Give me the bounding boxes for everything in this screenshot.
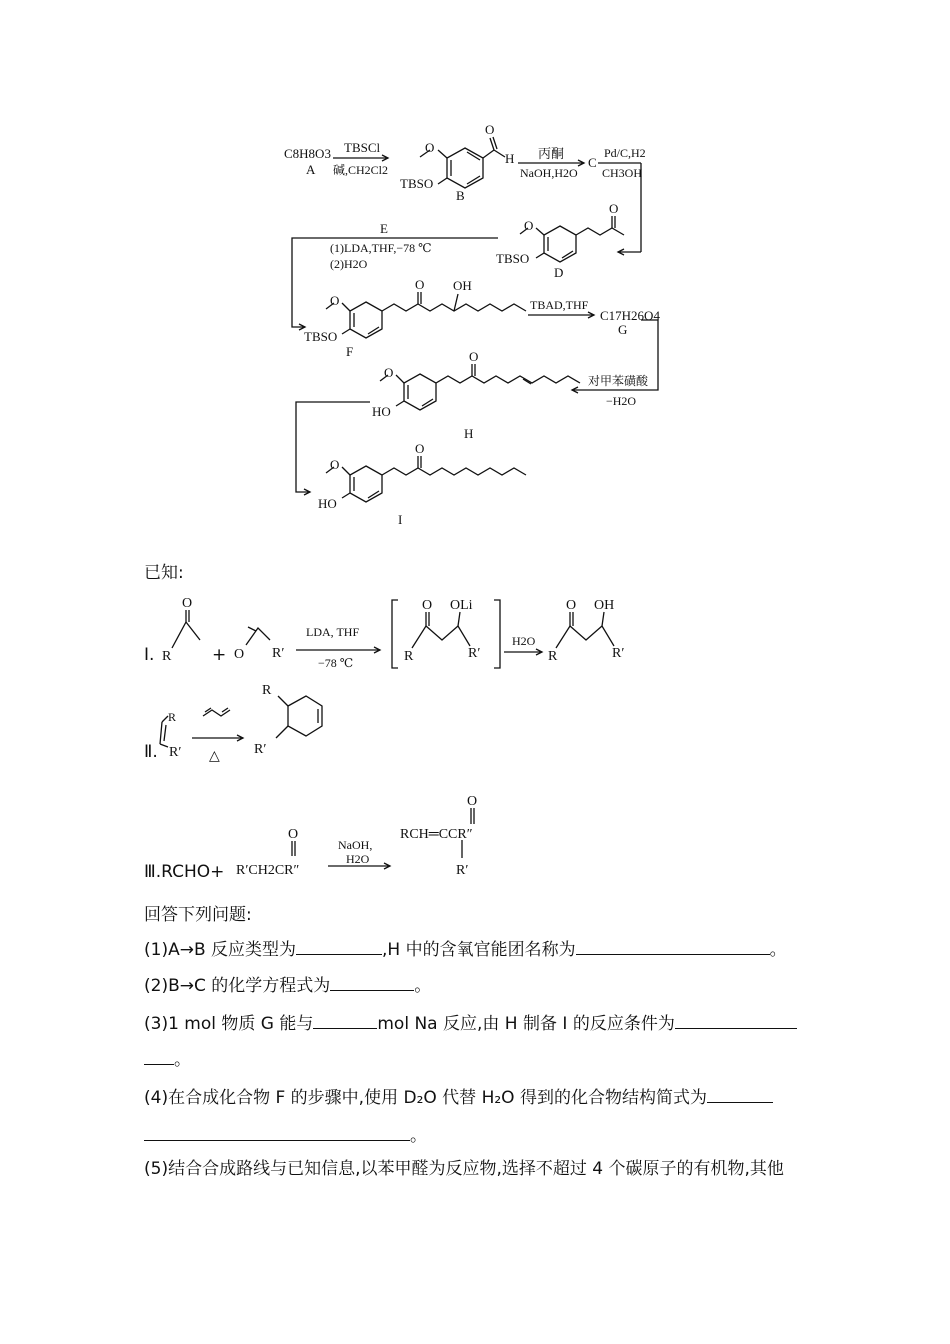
r1-water: H2O	[512, 634, 536, 648]
step4-line1: (1)LDA,THF,−78 ℃	[330, 241, 432, 255]
compound-a-formula: C8H8O3	[284, 146, 331, 161]
q4-text-a: (4)在合成化合物 F 的步骤中,使用 D₂O 代替 H₂O 得到的化合物结构简式为	[144, 1088, 707, 1108]
q3-text-c: 。	[174, 1050, 191, 1070]
r1-prod-o: O	[566, 598, 577, 613]
f-oh: OH	[453, 278, 472, 293]
r2-prod-r: R	[262, 683, 272, 698]
r3-prod-o: O	[467, 794, 478, 809]
r3-prod-rp: R′	[456, 863, 469, 878]
r1-label: Ⅰ.	[144, 645, 155, 665]
step5-reagent: TBAD,THF	[530, 298, 589, 312]
step1-condition: 碱,CH2Cl2	[333, 163, 389, 177]
h-ho: HO	[372, 404, 391, 419]
q2-text-b: 。	[414, 976, 432, 996]
question-3-cont	[144, 1048, 191, 1071]
compound-i-label: I	[398, 512, 403, 527]
compound-i-structure	[326, 456, 526, 502]
r2-condition: △	[209, 749, 220, 764]
b-tbso: TBSO	[400, 176, 434, 191]
d-tbso: TBSO	[496, 251, 530, 266]
q4-blank-1-cont[interactable]	[144, 1124, 410, 1141]
step4-line2: (2)H2O	[330, 257, 368, 271]
question-4-cont	[144, 1124, 427, 1147]
q4-text-b: 。	[410, 1126, 427, 1146]
r1-aldehyde-o: O	[234, 647, 245, 662]
r1-int-o: O	[422, 598, 433, 613]
compound-d-structure	[520, 216, 624, 262]
f-methoxy-o: O	[330, 293, 340, 308]
r3-label: Ⅲ.RCHO+	[144, 862, 225, 882]
compound-h-label: H	[464, 426, 474, 441]
q2-text-a: (2)B→C 的化学方程式为	[144, 976, 331, 996]
r2-prod-rp: R′	[254, 742, 267, 757]
q1-text-c: 。	[769, 940, 787, 960]
d-ketone-o: O	[609, 201, 619, 216]
b-aldehyde-o: O	[485, 122, 495, 137]
r1-int-r: R	[404, 649, 414, 664]
compound-a-label: A	[306, 162, 316, 177]
q3-text-a: (3)1 mol 物质 G 能与	[144, 1014, 314, 1034]
question-1	[144, 938, 787, 961]
compound-g-label: G	[618, 322, 628, 337]
question-3	[144, 1012, 797, 1035]
r1-prod-oh: OH	[594, 598, 615, 613]
r2-reactant-r: R	[168, 710, 177, 724]
known-heading: 已知:	[144, 563, 184, 583]
compound-b-label: B	[456, 188, 465, 203]
q3-blank-2-cont[interactable]	[144, 1048, 174, 1065]
question-5: (5)结合合成路线与已知信息,以苯甲醛为反应物,选择不超过 4 个碳原子的有机物,其他	[144, 1159, 784, 1179]
b-aldehyde-h: H	[505, 151, 515, 166]
step1-reagent: TBSCl	[344, 140, 381, 155]
i-ketone-o: O	[415, 441, 425, 456]
r1-prod-rp: R′	[612, 646, 625, 661]
r3-condition-bottom: H2O	[346, 852, 370, 866]
known-reaction-2	[160, 696, 322, 747]
r1-condition-bottom: −78 ℃	[318, 656, 354, 670]
r2-label: Ⅱ.	[144, 742, 158, 762]
step6-condition: −H2O	[606, 394, 637, 408]
r1-condition-top: LDA, THF	[306, 625, 360, 639]
r2-reactant-rp: R′	[169, 745, 182, 760]
q4-blank-1[interactable]	[707, 1086, 773, 1103]
r1-int-rp: R′	[468, 646, 481, 661]
r1-reactant-o: O	[182, 596, 193, 611]
compound-f-label: F	[346, 344, 354, 359]
compound-g-formula: C17H26O4	[600, 308, 660, 323]
q2-blank-1[interactable]	[330, 974, 414, 991]
q3-blank-1[interactable]	[313, 1012, 377, 1029]
r1-int-oli: OLi	[450, 598, 473, 613]
q1-text-a: (1)A→B 反应类型为	[144, 940, 297, 960]
compound-d-label: D	[554, 265, 564, 280]
h-methoxy-o: O	[384, 365, 394, 380]
question-2	[144, 974, 431, 997]
q1-text-b: ,H 中的含氧官能团名称为	[382, 940, 576, 960]
r1-aldehyde-rp: R′	[272, 646, 285, 661]
compound-e-label: E	[380, 221, 388, 236]
i-methoxy-o: O	[330, 457, 340, 472]
r3-condition-top: NaOH,	[338, 838, 373, 852]
r1-plus: +	[212, 645, 227, 665]
r3-product: RCH═CCR″	[400, 827, 473, 842]
step2-reagent: 丙酮	[538, 146, 565, 161]
r1-reactant-r: R	[162, 649, 172, 664]
step2-condition: NaOH,H2O	[520, 166, 578, 180]
q1-blank-1[interactable]	[296, 938, 382, 955]
d-methoxy-o: O	[524, 218, 534, 233]
compound-c-label: C	[588, 155, 597, 170]
q1-blank-2[interactable]	[576, 938, 770, 955]
question-4	[144, 1086, 773, 1109]
r3-reagent-o: O	[288, 827, 299, 842]
h-ketone-o: O	[469, 349, 479, 364]
step3-condition: CH3OH	[602, 166, 643, 180]
compound-h-structure	[380, 364, 580, 410]
f-ketone-o: O	[415, 277, 425, 292]
arrow-h-i	[296, 402, 370, 492]
questions-intro: 回答下列问题:	[144, 905, 252, 925]
i-ho: HO	[318, 496, 337, 511]
step6-reagent: 对甲苯磺酸	[588, 374, 649, 388]
f-tbso: TBSO	[304, 329, 338, 344]
b-methoxy-o: O	[425, 140, 435, 155]
step3-reagent: Pd/C,H2	[604, 146, 646, 160]
q3-blank-2[interactable]	[675, 1012, 797, 1029]
r1-prod-r: R	[548, 649, 558, 664]
q3-text-b: mol Na 反应,由 H 制备 I 的反应条件为	[377, 1014, 675, 1034]
compound-f-structure	[326, 292, 526, 338]
r3-reagent: R′CH2CR″	[236, 863, 300, 878]
